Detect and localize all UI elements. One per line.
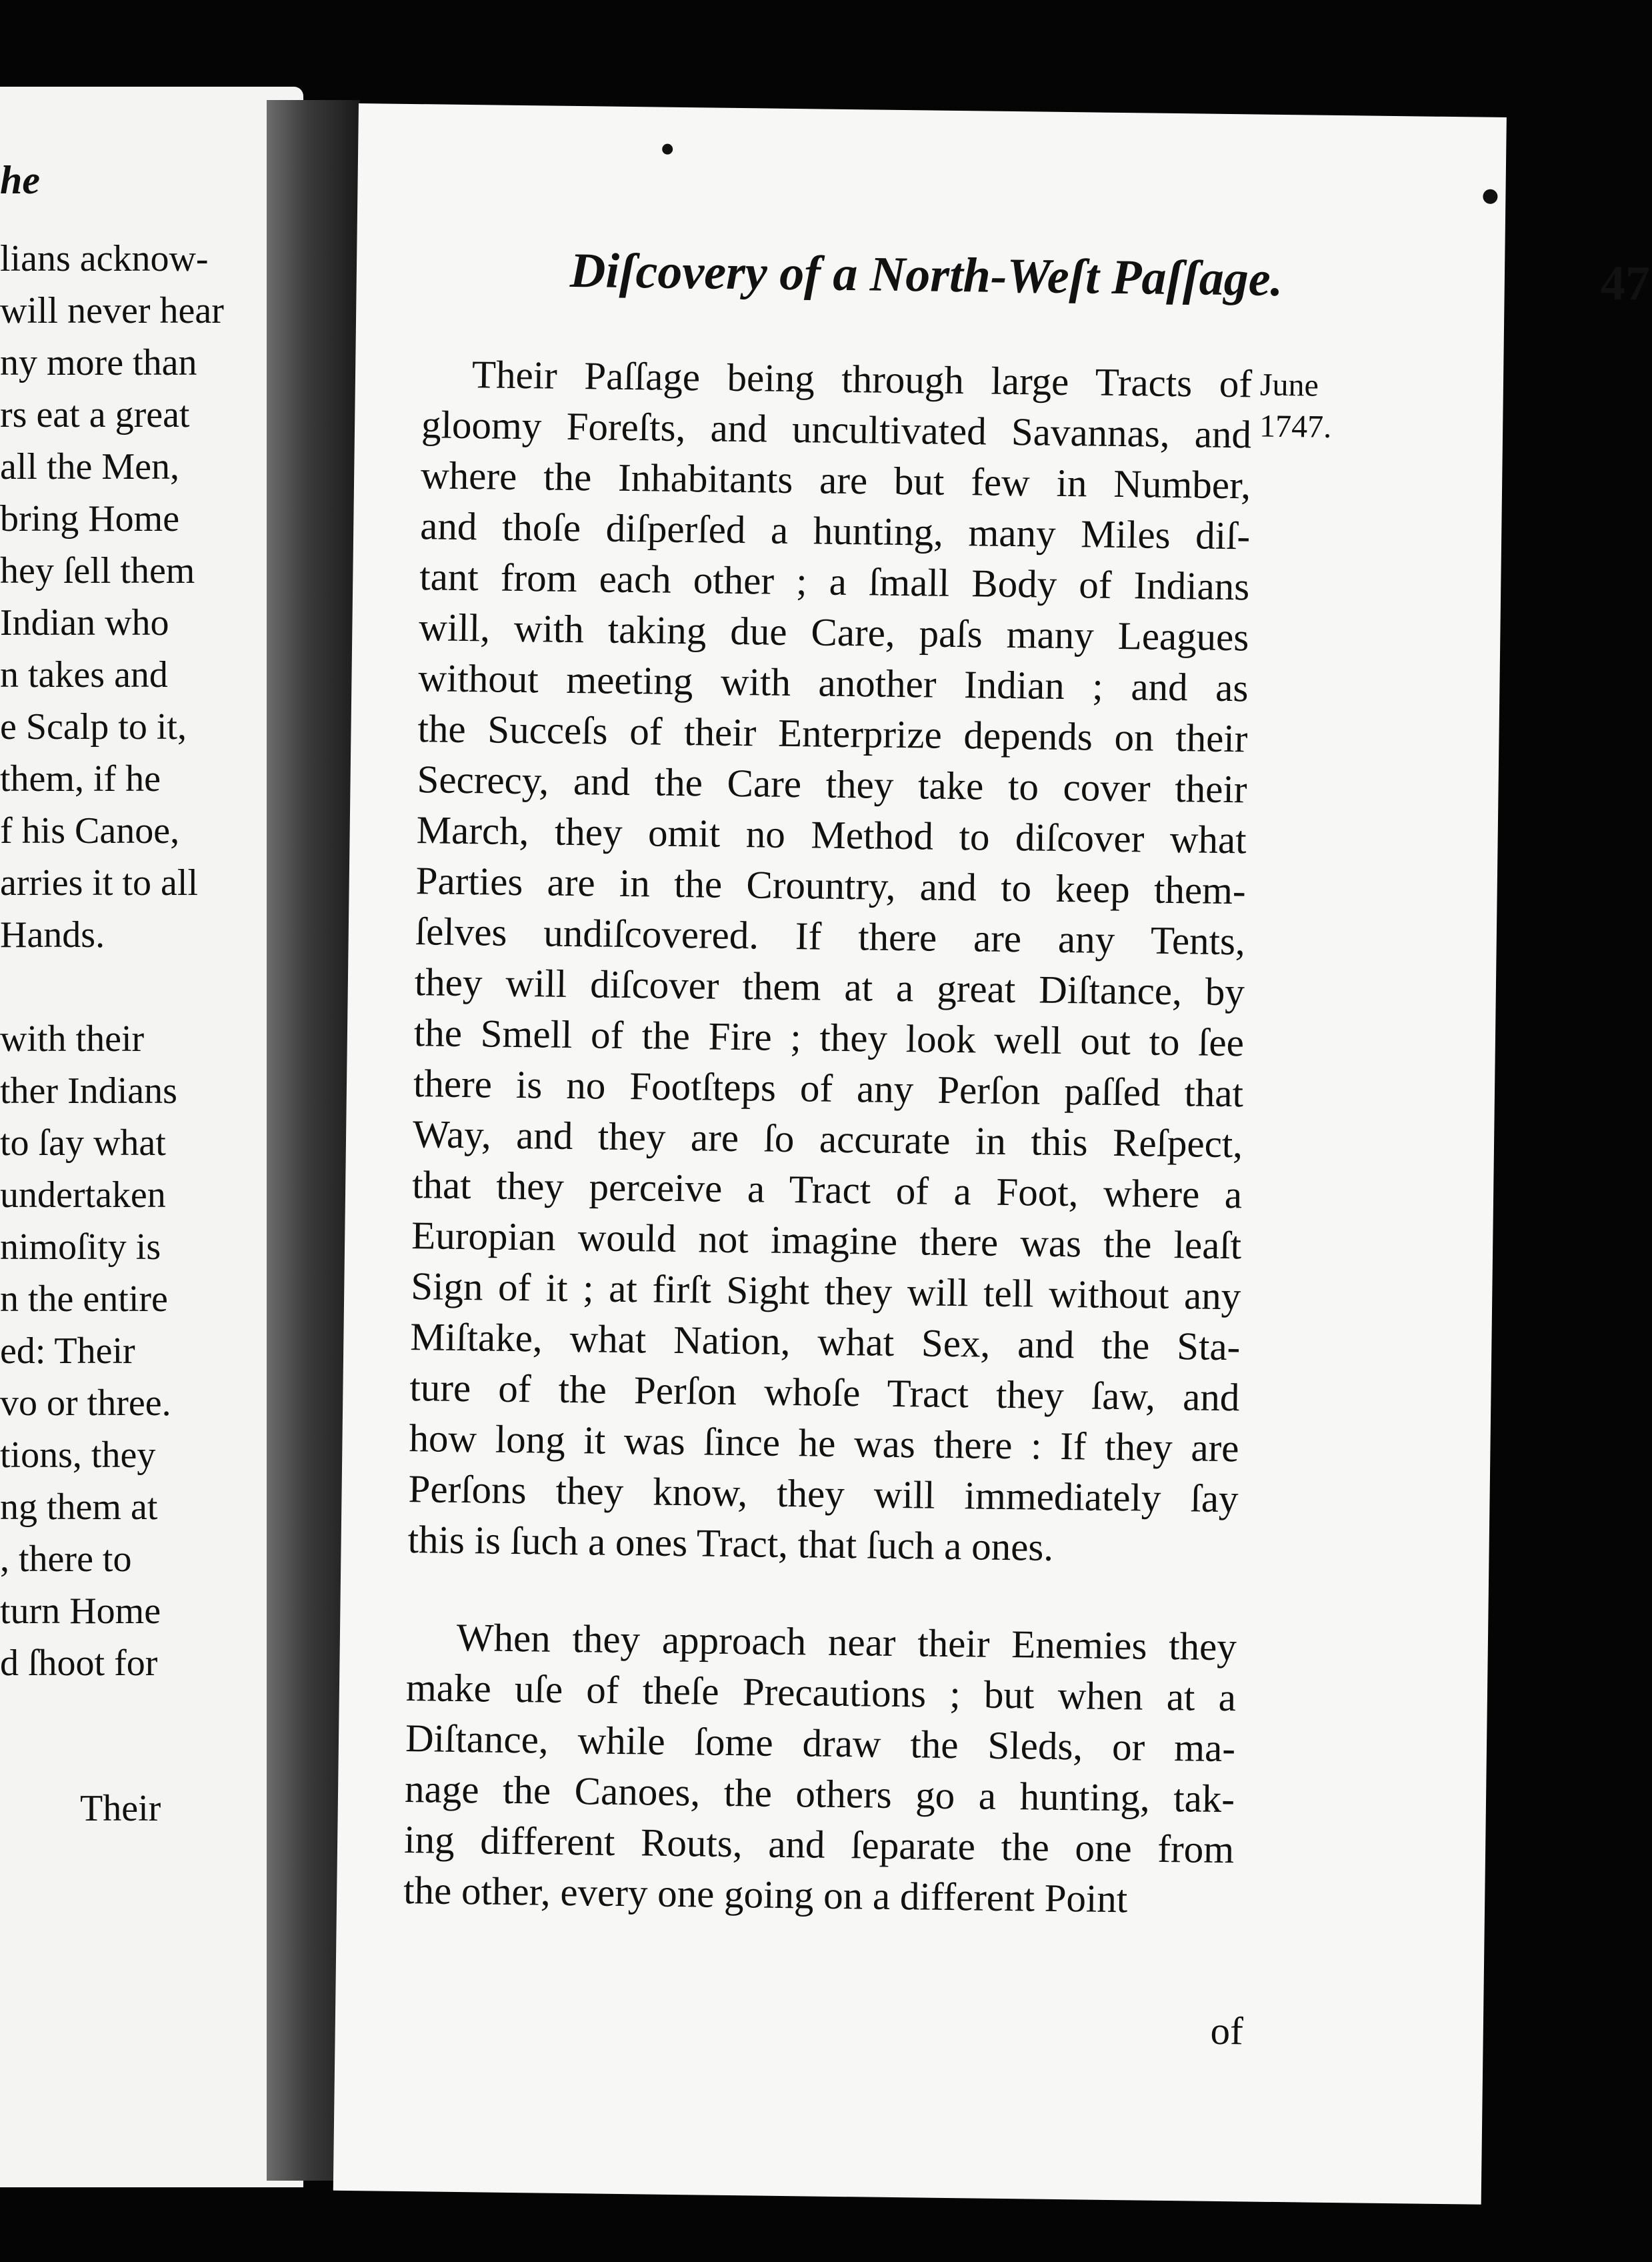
left-page-line: vo or three. <box>0 1382 171 1424</box>
left-page-line: ed: Their <box>0 1330 135 1372</box>
catchword: of <box>1210 2008 1244 2053</box>
left-page-line: n takes and <box>0 654 168 696</box>
body-text-line: will, with taking due Care, paſs many Leagues <box>419 605 1249 660</box>
left-page-line: rs eat a great <box>0 394 190 435</box>
margin-month: June <box>1259 367 1319 403</box>
left-page-line: Hands. <box>0 914 105 956</box>
margin-year: 1747. <box>1259 408 1332 445</box>
left-page-line: ng them at <box>0 1486 158 1528</box>
left-page-line: will never hear <box>0 290 224 331</box>
left-page-line: to ſay what <box>0 1122 166 1164</box>
right-page <box>333 103 1651 2205</box>
left-page-line: all the Men, <box>0 446 180 487</box>
left-page-line: Their <box>80 1788 161 1829</box>
running-title: Diſcovery of a North-Weſt Paſſage. <box>569 243 1283 307</box>
body-text-line: ture of the Perſon whoſe Tract they ſaw, and <box>409 1365 1240 1420</box>
left-page-line: lians acknow- <box>0 238 209 279</box>
left-page-line: n the entire <box>0 1278 168 1320</box>
left-page-line: , there to <box>0 1538 132 1580</box>
body-text-line: and thoſe diſperſed a hunting, many Miles diſ- <box>419 503 1251 558</box>
left-page-line: he <box>0 158 40 202</box>
left-page-line: undertaken <box>0 1174 166 1216</box>
body-text-line: Way, and they are ſo accurate in this Reſpect, <box>412 1112 1243 1166</box>
body-text-line: how long it was ſince he was there : If they are <box>409 1416 1239 1470</box>
left-page-line: nimoſity is <box>0 1226 161 1268</box>
ink-speck <box>1483 189 1497 204</box>
body-text-line: March, they omit no Method to diſcover what <box>416 808 1247 862</box>
body-text-line: the Succeſs of their Enterprize depends on their <box>417 706 1248 761</box>
margin-date-note <box>1259 365 1333 448</box>
left-page-line: them, if he <box>0 758 161 800</box>
left-page-line: d ſhoot for <box>0 1642 158 1684</box>
body-text-line: this is ſuch a ones Tract, that ſuch a ones. <box>407 1517 1054 1569</box>
body-text-line: gloomy Foreſts, and uncultivated Savannas, and <box>421 402 1252 457</box>
body-text-line: where the Inhabitants are but few in Number, <box>420 453 1251 507</box>
running-header <box>569 243 1651 311</box>
body-text-line: the Smell of the Fire ; they look well out to ſee <box>413 1010 1245 1065</box>
page-number: 47 <box>1600 255 1651 311</box>
body-text-line: Parties are in the Crountry, and to keep them- <box>415 858 1247 913</box>
body-text-line: there is no Footſteps of any Perſon paſſed that <box>413 1061 1244 1116</box>
body-text-line: without meeting with another Indian ; and as <box>418 656 1249 710</box>
left-page-line: bring Home <box>0 498 180 539</box>
body-text-line: Perſons they know, they will immediately ſay <box>408 1466 1239 1521</box>
left-page-line: hey ſell them <box>0 550 195 592</box>
left-page <box>0 87 303 2187</box>
body-text-line: make uſe of theſe Precautions ; but when at a <box>405 1665 1237 1720</box>
left-page-line: Indian who <box>0 602 169 644</box>
left-page-line: turn Home <box>0 1590 161 1632</box>
body-text-line: Secrecy, and the Care they take to cover their <box>417 757 1247 812</box>
left-page-line: f his Canoe, <box>0 810 180 852</box>
body-text-line: Sign of it ; at firſt Sight they will tell without any <box>410 1264 1241 1318</box>
left-page-line: ny more than <box>0 342 197 383</box>
left-page-line: tions, they <box>0 1434 156 1476</box>
body-text-line: ſelves undiſcovered. If there are any Tents, <box>415 909 1246 964</box>
left-page-line: with their <box>0 1018 145 1060</box>
body-text-line: the other, every one going on a different Point <box>403 1868 1128 1921</box>
left-page-line: arries it to all <box>0 862 199 904</box>
body-text-line: they will diſcover them at a great Diſtance, by <box>414 960 1245 1014</box>
body-text-line: that they perceive a Tract of a Foot, where a <box>411 1162 1243 1217</box>
body-text-line: Diſtance, while ſome draw the Sleds, or ma- <box>405 1716 1236 1771</box>
left-page-line: e Scalp to it, <box>0 706 187 748</box>
body-text-line: Their Paſſage being through large Tracts of <box>471 352 1253 406</box>
body-text-line: Europian would not imagine there was the leaſt <box>411 1213 1242 1268</box>
body-text-line: Miſtake, what Nation, what Sex, and the Sta- <box>410 1314 1241 1369</box>
body-text-line: nage the Canoes, the others go a hunting, tak- <box>404 1767 1235 1821</box>
body-text-line: ing different Routs, and ſeparate the one from <box>403 1817 1235 1872</box>
ink-speck <box>662 144 673 155</box>
body-text-line: tant from each other ; a ſmall Body of Indians <box>419 554 1250 609</box>
body-text-line: When they approach near their Enemies they <box>456 1614 1237 1669</box>
left-page-line: ther Indians <box>0 1070 177 1112</box>
